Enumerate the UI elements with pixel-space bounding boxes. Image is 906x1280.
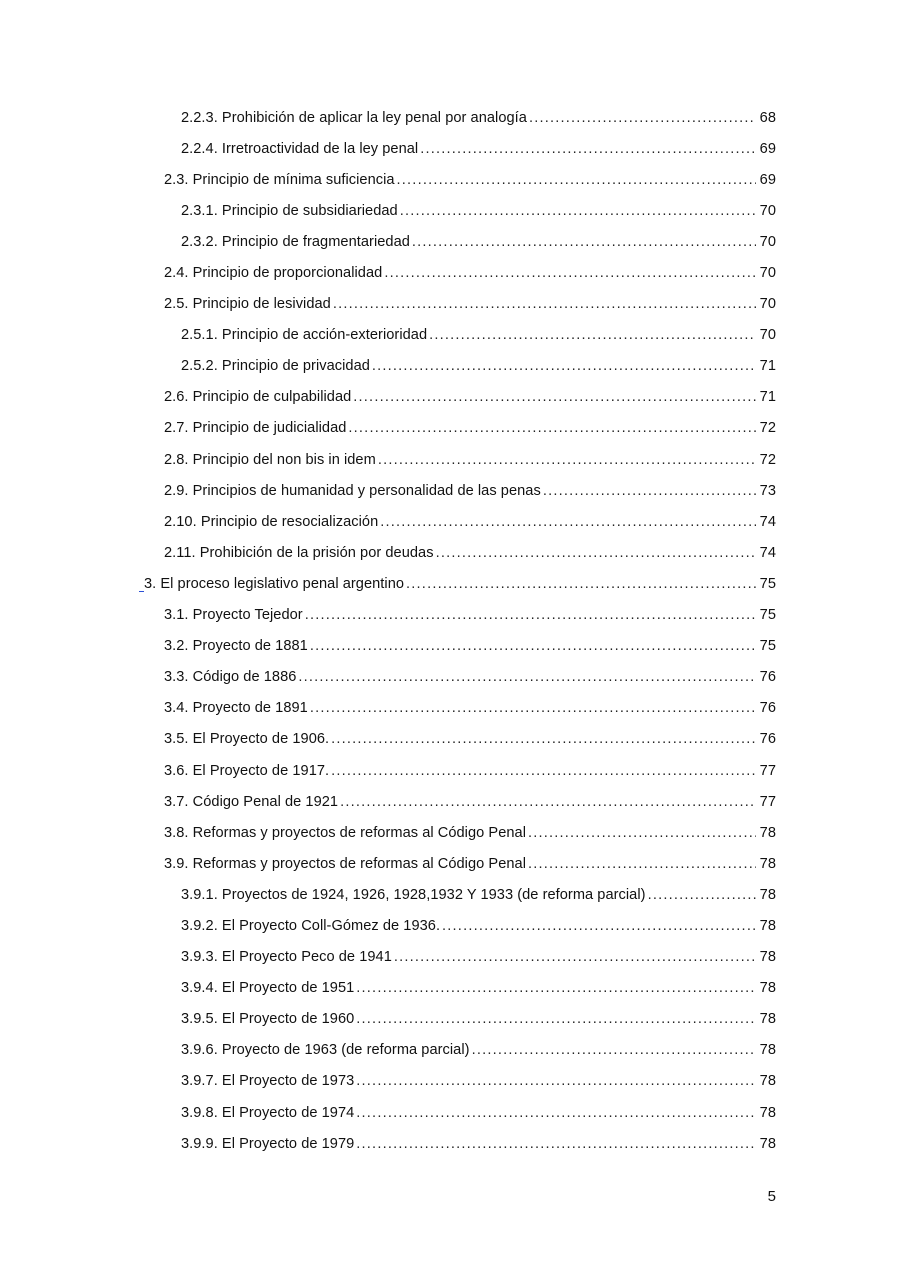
toc-entry-line (181, 110, 776, 126)
dot-leader (529, 110, 756, 126)
toc-entry-title: 2.5. Principio de lesividad (164, 296, 331, 313)
toc-entry-title: 2.2.4. Irretroactividad de la ley penal (181, 140, 419, 157)
dot-leader (436, 545, 756, 561)
toc-entry-page: 74 (759, 513, 776, 530)
toc-entry-page: 74 (759, 544, 776, 561)
dot-leader (384, 265, 756, 281)
dot-leader (356, 1105, 756, 1121)
dot-leader (472, 1042, 756, 1058)
dot-leader (356, 980, 756, 996)
toc-entry-title: 2.3. Principio de mínima suficiencia (164, 171, 395, 188)
toc-entry-page: 78 (759, 980, 776, 997)
dot-leader (378, 452, 756, 468)
dot-leader (528, 856, 756, 872)
toc-entry-line (181, 949, 776, 965)
toc-entry-title: 2.9. Principios de humanidad y personalidad de las penas (164, 482, 541, 499)
toc-entry[interactable] (0, 942, 906, 973)
toc-entry-title: 2.8. Principio del non bis in idem (164, 451, 376, 468)
toc-entry-title: 2.5.1. Principio de acción-exterioridad (181, 327, 428, 344)
toc-entry[interactable] (0, 600, 906, 631)
table-of-contents (0, 102, 906, 1159)
toc-entry-line (164, 545, 776, 561)
toc-entry[interactable] (0, 320, 906, 351)
toc-entry-line (181, 1136, 776, 1152)
toc-entry[interactable] (0, 289, 906, 320)
dot-leader (333, 296, 756, 312)
toc-entry-title: 2.7. Principio de judicialidad (164, 420, 347, 437)
toc-entry-line (164, 265, 776, 281)
toc-entry-title: 3.9.4. El Proyecto de 1951 (181, 980, 355, 997)
dot-leader (356, 1073, 756, 1089)
toc-entry-page: 72 (759, 451, 776, 468)
toc-entry-line (164, 638, 776, 654)
dot-leader (442, 918, 756, 934)
toc-entry[interactable] (0, 631, 906, 662)
dot-leader (340, 794, 756, 810)
toc-entry-line (164, 825, 776, 841)
dot-leader (372, 358, 756, 374)
toc-entry-page: 76 (759, 669, 776, 686)
dot-leader (412, 234, 756, 250)
toc-entry-title: 3.7. Código Penal de 1921 (164, 793, 339, 810)
dot-leader (331, 731, 756, 747)
toc-entry-page: 76 (759, 731, 776, 748)
toc-entry-title: 3.3. Código de 1886 (164, 669, 297, 686)
toc-entry-title: 3.4. Proyecto de 1891 (164, 700, 308, 717)
dot-leader (400, 203, 756, 219)
toc-entry-title: 3.2. Proyecto de 1881 (164, 638, 308, 655)
toc-entry-page: 78 (759, 855, 776, 872)
toc-entry-line (164, 172, 776, 188)
toc-entry[interactable] (0, 848, 906, 879)
toc-entry[interactable] (0, 164, 906, 195)
toc-entry-line (181, 327, 776, 343)
toc-entry-title: 3.9.6. Proyecto de 1963 (de reforma parcial) (181, 1042, 470, 1059)
toc-entry-line (164, 607, 776, 623)
toc-entry-line (164, 700, 776, 716)
toc-entry-line (164, 669, 776, 685)
dot-leader (420, 141, 756, 157)
toc-entry-page: 78 (759, 886, 776, 903)
toc-entry-page: 77 (759, 762, 776, 779)
toc-entry[interactable] (0, 133, 906, 164)
toc-entry-line (181, 1105, 776, 1121)
toc-entry[interactable] (0, 1097, 906, 1128)
dot-leader (648, 887, 756, 903)
dot-leader (331, 763, 756, 779)
dot-leader (353, 389, 756, 405)
toc-entry-line (181, 980, 776, 996)
dot-leader (356, 1011, 756, 1027)
toc-entry-page: 78 (759, 1042, 776, 1059)
dot-leader (394, 949, 756, 965)
toc-entry[interactable] (0, 786, 906, 817)
toc-entry[interactable] (0, 475, 906, 506)
toc-entry-page: 70 (759, 233, 776, 250)
toc-entry-title: 3.6. El Proyecto de 1917. (164, 762, 330, 779)
toc-entry-page: 70 (759, 202, 776, 219)
toc-entry-title: 3. El proceso legislativo penal argentino (144, 575, 405, 592)
toc-entry-line (181, 1042, 776, 1058)
dot-leader (397, 172, 756, 188)
toc-entry[interactable] (0, 195, 906, 226)
dot-leader (305, 607, 756, 623)
toc-entry-title: 3.9.3. El Proyecto Peco de 1941 (181, 949, 392, 966)
dot-leader (406, 576, 756, 592)
toc-entry-line (164, 452, 776, 468)
toc-entry-line (164, 731, 776, 747)
toc-entry[interactable] (0, 506, 906, 537)
toc-entry-title: 2.5.2. Principio de privacidad (181, 358, 370, 375)
toc-entry-page: 78 (759, 824, 776, 841)
toc-entry[interactable] (0, 879, 906, 910)
toc-entry[interactable] (0, 693, 906, 724)
toc-entry[interactable] (0, 973, 906, 1004)
toc-entry-title: 3.9.2. El Proyecto Coll-Gómez de 1936. (181, 917, 441, 934)
toc-entry[interactable] (0, 537, 906, 568)
hyperlink-marker (139, 591, 144, 592)
toc-entry-title: 3.1. Proyecto Tejedor (164, 607, 303, 624)
toc-entry[interactable] (0, 568, 906, 599)
toc-entry-line (164, 763, 776, 779)
toc-entry-page: 69 (759, 140, 776, 157)
toc-entry-page: 71 (759, 358, 776, 375)
toc-entry-title: 3.9.1. Proyectos de 1924, 1926, 1928,1932 Y 1933 (de reforma parcial) (181, 886, 646, 903)
toc-entry-line (164, 420, 776, 436)
dot-leader (298, 669, 756, 685)
dot-leader (528, 825, 756, 841)
toc-entry-line (181, 141, 776, 157)
toc-entry[interactable] (0, 662, 906, 693)
toc-entry-line (181, 1011, 776, 1027)
toc-entry[interactable] (0, 444, 906, 475)
toc-entry[interactable] (0, 351, 906, 382)
toc-entry-line (181, 887, 776, 903)
toc-entry-line (164, 514, 776, 530)
toc-entry-line (181, 918, 776, 934)
toc-entry[interactable] (0, 755, 906, 786)
toc-entry-line (144, 576, 776, 592)
toc-entry-page: 69 (759, 171, 776, 188)
dot-leader (348, 420, 756, 436)
toc-entry-title: 3.9. Reformas y proyectos de reformas al Código Penal (164, 855, 526, 872)
dot-leader (543, 483, 756, 499)
toc-entry-page: 75 (759, 638, 776, 655)
toc-entry[interactable] (0, 102, 906, 133)
dot-leader (380, 514, 756, 530)
toc-entry-page: 75 (759, 607, 776, 624)
toc-entry-line (181, 1073, 776, 1089)
toc-entry[interactable] (0, 724, 906, 755)
toc-entry-page: 72 (759, 420, 776, 437)
toc-entry-page: 76 (759, 700, 776, 717)
dot-leader (310, 700, 756, 716)
toc-entry-title: 3.9.5. El Proyecto de 1960 (181, 1011, 355, 1028)
toc-entry-title: 2.2.3. Prohibición de aplicar la ley penal por analogía (181, 109, 527, 126)
toc-entry[interactable] (0, 413, 906, 444)
toc-entry-title: 2.3.2. Principio de fragmentariedad (181, 233, 410, 250)
toc-entry-line (164, 856, 776, 872)
toc-entry-page: 78 (759, 949, 776, 966)
toc-entry-page: 78 (759, 1104, 776, 1121)
toc-entry-page: 70 (759, 265, 776, 282)
toc-entry[interactable] (0, 1035, 906, 1066)
toc-entry-title: 3.9.8. El Proyecto de 1974 (181, 1104, 355, 1121)
toc-entry-title: 3.8. Reformas y proyectos de reformas al Código Penal (164, 824, 526, 841)
toc-entry[interactable] (0, 817, 906, 848)
toc-entry-title: 2.6. Principio de culpabilidad (164, 389, 352, 406)
toc-entry-title: 2.4. Principio de proporcionalidad (164, 265, 383, 282)
toc-entry-line (164, 296, 776, 312)
toc-entry-line (181, 358, 776, 374)
toc-entry-page: 73 (759, 482, 776, 499)
toc-entry-line (164, 389, 776, 405)
toc-entry-page: 75 (759, 575, 776, 592)
toc-entry-page: 71 (759, 389, 776, 406)
toc-entry-line (181, 234, 776, 250)
page-number: 5 (767, 1188, 776, 1205)
toc-entry[interactable] (0, 382, 906, 413)
toc-entry-title: 3.9.9. El Proyecto de 1979 (181, 1135, 355, 1152)
toc-entry-line (181, 203, 776, 219)
toc-entry-page: 77 (759, 793, 776, 810)
toc-entry-page: 78 (759, 1011, 776, 1028)
toc-entry-page: 78 (759, 1073, 776, 1090)
toc-entry-page: 78 (759, 1135, 776, 1152)
toc-entry[interactable] (0, 257, 906, 288)
dot-leader (356, 1136, 756, 1152)
toc-entry-title: 2.3.1. Principio de subsidiariedad (181, 202, 398, 219)
toc-entry-page: 70 (759, 327, 776, 344)
toc-entry-line (164, 794, 776, 810)
toc-entry-page: 68 (759, 109, 776, 126)
toc-entry-title: 2.10. Principio de resocialización (164, 513, 379, 530)
toc-entry-line (164, 483, 776, 499)
toc-entry-page: 70 (759, 296, 776, 313)
toc-entry[interactable] (0, 1128, 906, 1159)
dot-leader (310, 638, 756, 654)
toc-entry-title: 3.9.7. El Proyecto de 1973 (181, 1073, 355, 1090)
toc-entry[interactable] (0, 1004, 906, 1035)
toc-entry[interactable] (0, 910, 906, 941)
toc-entry-title: 3.5. El Proyecto de 1906. (164, 731, 330, 748)
toc-entry-page: 78 (759, 917, 776, 934)
toc-entry[interactable] (0, 1066, 906, 1097)
toc-entry-title: 2.11. Prohibición de la prisión por deudas (164, 544, 434, 561)
dot-leader (429, 327, 756, 343)
toc-entry[interactable] (0, 226, 906, 257)
